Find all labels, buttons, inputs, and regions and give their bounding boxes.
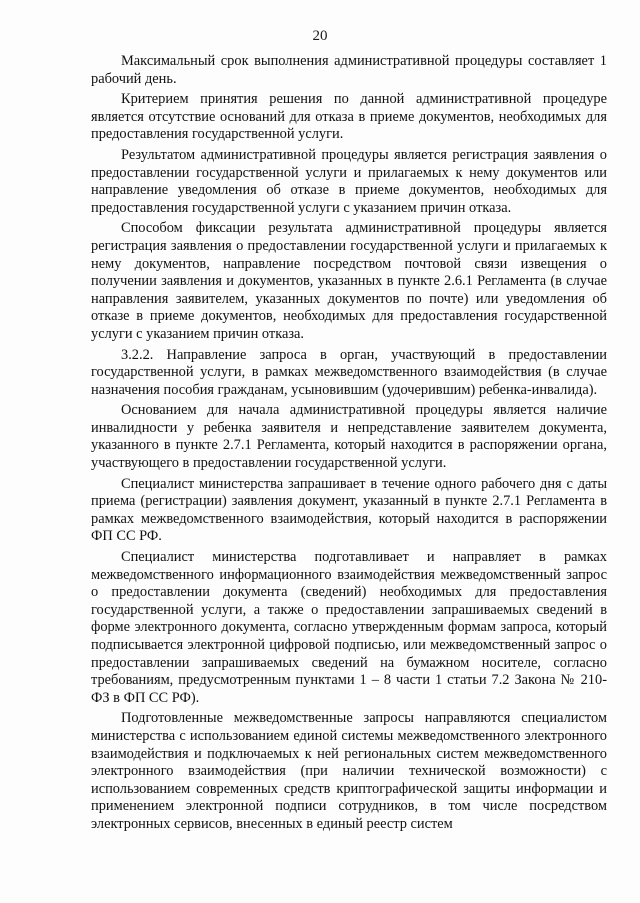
- page-number: 20: [312, 28, 328, 44]
- paragraph-max-term: Максимальный срок выполнения административной процедуры составляет 1 рабочий день.: [91, 53, 607, 87]
- paragraph-procedure-result: Результатом административной процедуры является регистрация заявления о предоставлении государственной услуги и прилагаемых к нему документов или направление уведомления об отказе в приеме документов, необходимых для предоставления государственной услуги с указанием причин отказа.: [91, 146, 607, 216]
- paragraph-section-3-2-2: 3.2.2. Направление запроса в орган, участвующий в предоставлении государственной услуги, в рамках межведомственного взаимодействия (в случае назначения пособия гражданам, усыновившим (удочерившим) ребенка-инвалида).: [91, 346, 607, 398]
- paragraph-result-fixation: Способом фиксации результата административной процедуры является регистрация заявления о предоставлении государственной услуги и прилагаемых к нему документов, направление посредством почтовой связи извещения о получении заявления и документов, указанных в пункте 2.6.1 Регламента (в случае направления заявителем, указанных документов по почте) или уведомления об отказе в приеме документов, необходимых для предоставления государственной услуги с указанием причин отказа.: [91, 220, 607, 342]
- paragraph-specialist-prepares: Специалист министерства подготавливает и направляет в рамках межведомственного информационного взаимодействия межведомственный запрос о предоставлении документа (сведений) необходимых для предоставления государственной услуги, а также о предоставлении запрашиваемых сведений в форме электронного документа, согласно утвержденным формам запроса, который подписывается электронной цифровой подписью, или межведомственный запрос о предоставлении запрашиваемых сведений на бумажном носителе, согласно требованиям, предусмотренным пунктами 1 – 8 части 1 статьи 7.2 Закона № 210-ФЗ в ФП СС РФ).: [91, 549, 607, 706]
- paragraph-specialist-request: Специалист министерства запрашивает в течение одного рабочего дня с даты приема (регистрации) заявления документ, указанный в пункте 2.7.1 Регламента в рамках межведомственного взаимодействия, который находится в распоряжении ФП СС РФ.: [91, 475, 607, 545]
- document-body: [91, 53, 607, 837]
- paragraph-procedure-basis: Основанием для начала административной процедуры является наличие инвалидности у ребенка заявителя и непредставление заявителем документа, указанного в пункте 2.7.1 Регламента, который находится в распоряжении органа, участвующего в предоставлении государственной услуги.: [91, 402, 607, 472]
- paragraph-requests-sent: Подготовленные межведомственные запросы направляются специалистом министерства с использованием единой системы межведомственного электронного взаимодействия и подключаемых к ней региональных систем межведомственного электронного взаимодействия (при наличии технической возможности) с использованием современных средств криптографической защиты информации и применением электронной подписи сотрудников, в том числе посредством электронных сервисов, внесенных в единый реестр систем: [91, 710, 607, 832]
- paragraph-decision-criterion: Критерием принятия решения по данной административной процедуре является отсутствие оснований для отказа в приеме документов, необходимых для предоставления государственной услуги.: [91, 91, 607, 143]
